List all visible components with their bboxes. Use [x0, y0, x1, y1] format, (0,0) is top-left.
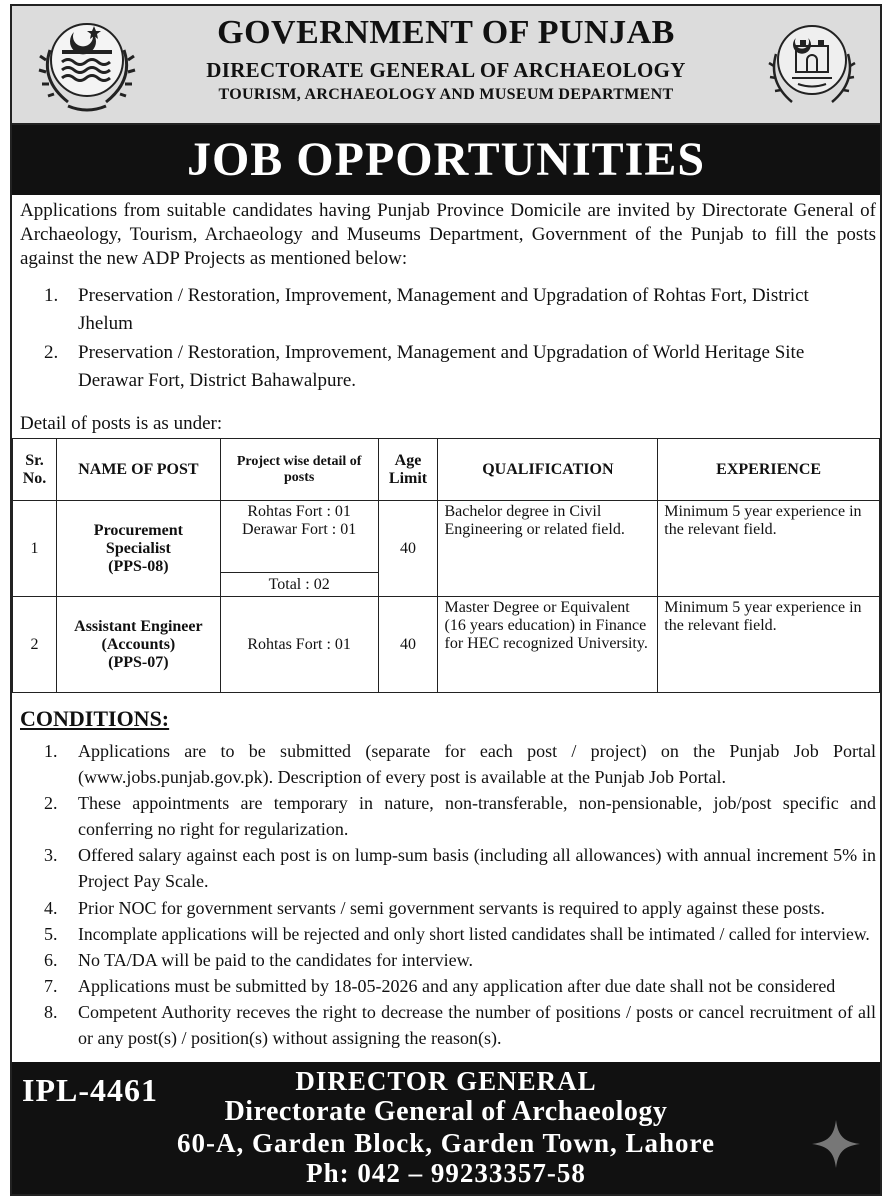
footer-phone: Ph: 042 – 99233357-58 — [306, 1158, 586, 1188]
list-number: 6. — [44, 950, 58, 970]
job-opportunities-banner: JOB OPPORTUNITIES — [12, 125, 880, 195]
condition-text: No TA/DA will be paid to the candidates for interview. — [78, 950, 473, 970]
column-header-name: NAME OF POST — [56, 439, 220, 501]
column-header-sr: Sr. No. — [13, 439, 57, 501]
column-header-qualification: QUALIFICATION — [438, 439, 658, 501]
cell-qualification: Master Degree or Equivalent (16 years education) in Finance for HEC recognized University. — [438, 597, 658, 693]
table-header-row — [13, 439, 880, 501]
ipl-number: IPL-4461 — [22, 1072, 158, 1108]
cell-age: 40 — [378, 501, 438, 597]
condition-item — [44, 790, 876, 842]
post-scale: (PPS-08) — [108, 557, 169, 575]
adp-project-item — [44, 339, 844, 395]
column-header-experience: EXPERIENCE — [658, 439, 880, 501]
post-scale: (PPS-07) — [108, 653, 169, 671]
condition-item — [44, 947, 876, 973]
list-number: 4. — [44, 898, 58, 918]
condition-item — [44, 921, 876, 947]
adp-project-text: Preservation / Restoration, Improvement, Management and Upgradation of World Heritage Site Derawar Fort, District Bahawalpure. — [78, 342, 805, 391]
cell-project-detail: Rohtas Fort : 01 — [220, 597, 378, 693]
condition-item — [44, 738, 876, 790]
condition-item — [44, 842, 876, 894]
table-row — [13, 501, 880, 573]
archaeology-department-emblem-icon — [762, 12, 862, 116]
sparkle-icon — [810, 1118, 862, 1170]
header — [12, 6, 880, 125]
condition-text: Offered salary against each post is on lump-sum basis (including all allowances) with annual increment 5% in Project Pay Scale. — [78, 845, 876, 891]
cell-experience: Minimum 5 year experience in the relevant field. — [658, 501, 880, 597]
post-name: Procurement Specialist — [93, 521, 183, 557]
adp-project-item — [44, 282, 844, 338]
footer — [12, 1062, 880, 1194]
cell-project-detail — [220, 501, 378, 573]
list-number: 8. — [44, 1002, 58, 1022]
footer-directorate: Directorate General of Archaeology — [224, 1096, 668, 1127]
cell-experience: Minimum 5 year experience in the relevant field. — [658, 597, 880, 693]
list-number: 2. — [44, 793, 58, 813]
header-title: GOVERNMENT OF PUNJAB — [217, 14, 675, 51]
list-number: 5. — [44, 924, 58, 944]
header-subtitle-department: TOURISM, ARCHAEOLOGY AND MUSEUM DEPARTMENT — [218, 86, 674, 103]
condition-text: Applications must be submitted by 18-05-2026 and any application after due date shall not be considered — [78, 976, 836, 996]
cell-age: 40 — [378, 597, 438, 693]
cell-post-name — [56, 501, 220, 597]
footer-address: 60-A, Garden Block, Garden Town, Lahore — [176, 1128, 716, 1158]
project-line: Rohtas Fort : 01 — [247, 503, 351, 520]
list-number: 3. — [44, 845, 58, 865]
project-line: Derawar Fort : 01 — [242, 521, 357, 538]
condition-text: Prior NOC for government servants / semi government servants is required to apply against these posts. — [78, 898, 825, 918]
footer-director-general: DIRECTOR GENERAL — [295, 1066, 597, 1096]
intro-paragraph: Applications from suitable candidates having Punjab Province Domicile are invited by Directorate General of Archaeology, Tourism, Archaeology and Museums Department, Government of the Punjab to fill the posts against the new ADP Projects as mentioned below: — [20, 200, 876, 269]
condition-item — [44, 999, 876, 1051]
condition-text: Competent Authority receves the right to decrease the number of positions / posts or cancel recruitment of all or any post(s) / position(s) without assigning the reason(s). — [78, 1002, 876, 1048]
cell-project-total: Total : 02 — [220, 573, 378, 597]
condition-item — [44, 895, 876, 921]
cell-post-name — [56, 597, 220, 693]
posts-table — [12, 438, 880, 693]
condition-item — [44, 973, 876, 999]
table-row — [13, 597, 880, 693]
list-number: 2. — [44, 342, 59, 363]
column-header-project: Project wise detail of posts — [220, 439, 378, 501]
column-header-age: Age Limit — [378, 439, 438, 501]
cell-sr: 2 — [13, 597, 57, 693]
cell-sr: 1 — [13, 501, 57, 597]
detail-heading: Detail of posts is as under: — [20, 413, 223, 434]
adp-project-text: Preservation / Restoration, Improvement, Management and Upgradation of Rohtas Fort, District Jhelum — [78, 285, 809, 334]
condition-text: Applications are to be submitted (separate for each post / project) on the Punjab Job Portal (www.jobs.punjab.gov.pk). Description of every post is available at the Punjab Job Portal. — [78, 741, 876, 787]
list-number: 1. — [44, 285, 59, 306]
condition-text: Incomplate applications will be rejected and only short listed candidates shall be intimated / called for interview. — [78, 924, 870, 944]
conditions-heading: CONDITIONS: — [20, 706, 170, 731]
condition-text: These appointments are temporary in nature, non-transferable, non-pensionable, job/post specific and conferring no right for regularization. — [78, 793, 876, 839]
header-subtitle-directorate: DIRECTORATE GENERAL OF ARCHAEOLOGY — [206, 58, 686, 82]
list-number: 1. — [44, 741, 58, 761]
list-number: 7. — [44, 976, 58, 996]
post-name: Assistant Engineer (Accounts) — [74, 617, 203, 653]
cell-qualification: Bachelor degree in Civil Engineering or related field. — [438, 501, 658, 597]
